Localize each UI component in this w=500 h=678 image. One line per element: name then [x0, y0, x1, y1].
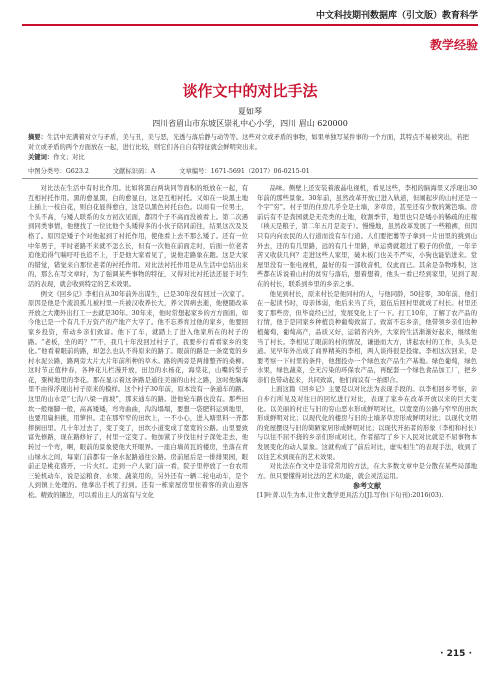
header-rule [22, 24, 478, 26]
left-column [28, 184, 248, 501]
body-paragraph: 上面这篇《回乡记》主要是以对比法为表现手段的。以李相回乡考察，亲自步行所见及对往日的回忆进行对比，表现了家乡在改革开放以来的巨大变化。以美丽的村庄与旧的穷山恶水形成鲜明对比，以宽宽的公路与窄窄的田坎形成鲜明对比；以现代化的楼房与旧的土墙茅草房形成鲜明对比；以现代文明的党屋摆设与旧的简陋家居形成鲜明对比；以现代开拓者的形象（李相和村长）与以往不屈不挠的乡亲们形成对比，作者描写了乡下人民对比就是不屈事物本发展变化的动人景象。这就构成了“前后对比，虚实相生”的表现手法，收到了以往艺术到现在的艺术效果。 [257, 386, 477, 461]
article-affiliation: 四川省眉山市东坡区崇礼中心小学，四川 眉山 620000 [152, 119, 348, 128]
page-number: · 215 · [440, 649, 472, 659]
keywords-text: 作文；对比 [53, 154, 85, 161]
references-title: 参考文献 [353, 481, 381, 491]
article-number: 文章编号：1671-5691（2017）06-0215-01 [179, 168, 310, 175]
body-paragraph: 品味。侧壁上还安装着液晶电视机，看见这些，李相的脑海里又浮现出30年前的那些景象。30年前，虽然改革开放已进入轨道，但闹起步的山村还是一个字“穷”。村子里的住房几乎全是土墙，茅草房，甚至还有少数的篱笆墙。房前后有不是粪园就是无壳类的土地，收割季节，地里也只是矮小的稀疏的庄稼（秧天是粮子，第二年五月是麦子）。慢慢地，虽然改革发展了一些粮裤，但因只有内向农民的人行道而没有车行道。人们要把薯等子拿到一片田里的挑到山外去，还的有几里路，远的有几十里路，单运费就超过了粮子的价值，一年辛苦又收获几何？走进这些人家里，破木板门也关不严实，小狗也能钻进来。堂屋里没有一张电视机，最好的有一部收音机，仅此而已。其余是杂物堆积，这些都在诉说着山村的贫穷与落后，想着想着，他头一看已经到家里，见到了现在的村长，联系到乡里的乡亲之事。 [257, 185, 477, 288]
body-paragraph: 例文《回乡记》李相自从30年前外出谋生，已是30年没有回过一次家了。原因是他是个流浪孤儿被村里一兵被汉收养长大，养父因病去逝，他便随改革开放之大潮外出打工一去就是30年。30年来，他时常想起家乡的方方面面，如今他已是一个有几千万资产的产地产大亨了。他不忘养育过他的家乡，他要回家乡投资，带动乡亲们致富。他下了车，就踏上了进入他家所在的村子的路。“老板，坐的吗？”“不，我几十年没回过村子了，我要步行看看家乡的变化。”他看着眼前的路，却怎么也认不得原来的路了。眼前的路是一条宽宽的乡村水泥公路，路两旁大片大片年前所种的草木。路的两旁是两排整齐的桑柳。这时节正值仲春，各种花儿栏漫开放，田边的水杨花，海棠花，山嘴的梨子花，粟树地里的李花。那在显示着这条路是通往美丽的山村之路，这时他脑海里不由得浮现出村子原来的模样。这个村子30年前，原本没有一条通车的路。这里的山水是“七沟八梁一面坡”，那来通车的路。进他轮车路也没有。那些田坎一般细脚一般，高高矮矮，弯弯曲曲，沟沟塌塌，要想一袋肥料运到地里，也要用扁担挑，用箩担。走在那窄窄的田坎上，一不小心，进入塘里料一齐都摔倒田里。几十年过去了，变了变了，田坎小道变成了宽宽的公路。山里要致富先修路，现在路修好了，村里一定变了。他加紧了步伐往村子深处走去，他转过一个弯，啊，眼前的景象使他大开眼界。一座白墙黄瓦的楼房，坐落在青山绿水之间，每家门前都有一条水泥路通往公路。房前屋后是一排排果园，眼前正是桃花盛开，一片火红。走到一户人家门前一看，院子里停放了一台农用三轮机动车，说是运粮食、水果、蔬菜用的，另外还有一辆二轮电动车，是个人到镇上处理的。他拿出手机了打到。还有一栋家屋房里住着客的黄山迎客松。精致的镶边，可以看出主人的富有与文化 [28, 290, 248, 499]
meta-divider [22, 178, 478, 179]
journal-name: 中文科技期刊数据库（引文版）教育科学 [315, 11, 478, 21]
article-meta [28, 166, 472, 175]
article-author: 夏如琴 [238, 107, 262, 116]
classification-code: 中图分类号：G623.2 [28, 168, 89, 175]
header-bar [0, 0, 500, 26]
body-paragraph: 对比法在作文中是非常常用的方法，在大多数文章中是分散在某些局部地方。但只要懂得对比法的艺术功能，就会灵活运用。 [257, 463, 477, 480]
article-title: 谈作文中的对比手法 [182, 82, 318, 100]
abstract-block [28, 133, 472, 163]
body-paragraph: 他见到村长，原来村长是他同村的人，与他同龄，50挂零，30年前，他们在一起读书时，母亲体弱，他后来当了兵，退伍后回村里就成了村长。村里还变了那些房，但毕竟经已过，发展变化上了一下。打工10年，了解了农产品的行情，他于是同家乡种植良种葡萄致富了。致富不忘乡亲，他带领乡亲们也种植葡萄，葡萄高产，品质又好，运销省内外，大家的生活渐渐好起来，继续他当了村长。李相见了眼前的村的情况，谦逊而大方，讲起农村的工作，头头是道。见早年外出成了商界精英的李相，两人谈得很是投缘。李相这次回来，是要考察一下村里的条件，他想投办一个绿色农产品生产基地。绿色葡萄，绿色水果，绿色蔬菜，全无污染的环保农产品，再配套一个绿色食品加工厂，把乡亲们也带动起来，共同致富，他们商议有一拍即合。 [257, 290, 477, 384]
right-column [257, 184, 477, 501]
reference-item: [1]叶菁.以生为本,让作文教学更具活力[J].写作(下旬刊):2016(03). [257, 492, 444, 499]
body-paragraph: 对比法在生活中有时比作用。比如将黑白两块同等面积的纸放在一起，有互相衬托作用。黑的愈显黑，白的愈显白，这是互相衬托。又如在一块黑土地上插上一枝白花，则白花显得愈白，这是以黑色衬托白色。以商有一位男士，个头不高，与矮人联系的女方初次见面，都因个子不高而没被看上。第二次遇到同类事情，他便找了一位比他个头矮得多的小伙子陪同前往，结果这次及及格了。原因是矮子个对他起到了衬托作用，使他看上去不那么矮了。还有一位中年男子，平时老路不来就不怎么长，但有一次他在前面走时，后面一位老者追他追得气喘吁吁也追不上，于是他大家看见了，说他走路象在跑。这是大家的错觉，错觉来自那位老者的衬托作用。对比法衬托作用是从生活中总结出来的，那么在写文章时，为了强调某些事物的特征，又得对比衬托法还显于对生活的表现，就会收到特定的艺术效果。 [28, 185, 248, 288]
abstract-label: 摘要： [28, 134, 47, 141]
abstract-text: 生活中充满着对立与矛盾，美与丑，美与恶，光透与落后静与动等等。这些对立或矛盾的事物，如果单独写某件事的一个方面，其特点不易被突出，若把对立或矛盾的两个方面放在一起，进行比较，则它们各自自有特征就会鲜明突出来。 [28, 134, 469, 151]
section-label: 教学经验 [429, 38, 478, 52]
keywords-label: 关键词： [28, 154, 54, 161]
document-code: 文献标识码：A [112, 168, 156, 175]
